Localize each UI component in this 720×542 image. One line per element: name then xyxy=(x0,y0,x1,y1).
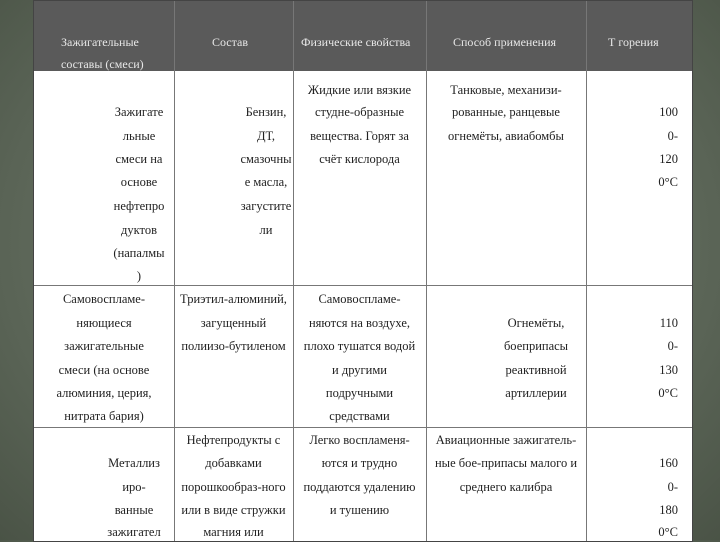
table-header xyxy=(34,1,692,71)
row2-name: алюминия, церия, xyxy=(56,386,152,400)
row2-composition: полиизо-бутиленом xyxy=(181,339,286,353)
row1-properties: студне-образные xyxy=(314,105,405,119)
header-col-name: Зажигательные xyxy=(61,35,139,49)
row1-composition: ли xyxy=(259,223,273,237)
row1-properties: Жидкие или вязкие xyxy=(307,83,412,97)
row1-temp: 0- xyxy=(667,129,678,143)
row3-name: Металлиз xyxy=(108,456,160,470)
row2-temp: 110 xyxy=(659,316,678,330)
row2-properties: подручными xyxy=(325,386,394,400)
row1-temp: 120 xyxy=(659,152,678,166)
row2-name: нитрата бария) xyxy=(64,409,144,423)
grid-line xyxy=(586,1,587,541)
row3-temp: 0- xyxy=(667,480,678,494)
row1-name: ) xyxy=(136,269,142,283)
row3-composition: порошкообраз-ного xyxy=(181,480,286,494)
row3-usage: Авиационные зажигатель- xyxy=(435,433,577,447)
row1-name: основе xyxy=(120,175,158,189)
row2-temp: 0°С xyxy=(658,386,678,400)
row2-properties: няются на воздухе, xyxy=(308,316,410,330)
row2-properties: плохо тушатся водой xyxy=(303,339,416,353)
row1-name: льные xyxy=(122,129,156,143)
row1-name: Зажигате xyxy=(114,105,164,119)
header-col-name-2: составы (смеси) xyxy=(61,57,144,71)
row3-properties: ются и трудно xyxy=(321,456,398,470)
row1-name: нефтепро xyxy=(113,199,165,213)
row2-usage: Огнемёты, xyxy=(507,316,565,330)
row2-temp: 0- xyxy=(667,339,678,353)
row2-properties: и другими xyxy=(332,363,387,377)
row1-composition: е масла, xyxy=(244,175,288,189)
row1-temp: 100 xyxy=(659,105,678,119)
row1-properties: счёт кислорода xyxy=(319,152,400,166)
row2-name: Самовоспламе- xyxy=(62,292,146,306)
row3-usage: ные бое-припасы малого и xyxy=(434,456,578,470)
document-table xyxy=(33,0,693,542)
row3-temp: 180 xyxy=(659,503,678,517)
row3-name: иро- xyxy=(122,480,146,494)
row1-temp: 0°С xyxy=(658,175,678,189)
row3-composition: Нефтепродукты с xyxy=(186,433,281,447)
row1-usage: Танковые, механизи- xyxy=(450,83,562,97)
row2-properties: Самовоспламе- xyxy=(318,292,401,306)
row2-name: смеси (на основе xyxy=(58,363,150,377)
row3-temp: 160 xyxy=(659,456,678,470)
row2-composition: загущенный xyxy=(200,316,267,330)
row3-composition: магния или xyxy=(203,525,264,539)
row2-usage: боеприпасы xyxy=(503,339,569,353)
header-col-temp: Т горения xyxy=(608,35,659,49)
row3-composition: добавками xyxy=(205,456,262,470)
row1-usage: рованные, ранцевые xyxy=(452,105,560,119)
row1-composition: Бензин, xyxy=(245,105,287,119)
row1-usage: огнемёты, авиабомбы xyxy=(448,129,564,143)
header-col-usage: Способ применения xyxy=(453,35,557,49)
header-col-properties: Физические свойства xyxy=(301,35,411,49)
row3-name: ванные xyxy=(114,503,154,517)
grid-line xyxy=(34,427,692,428)
row3-properties: Легко воспламеня- xyxy=(309,433,410,447)
row1-composition: загустите xyxy=(240,199,292,213)
row2-temp: 130 xyxy=(659,363,678,377)
row3-temp: 0°С xyxy=(658,525,678,539)
row1-composition: смазочны xyxy=(240,152,292,166)
row3-usage: среднего калибра xyxy=(459,480,553,494)
row3-properties: и тушению xyxy=(329,503,390,517)
row1-name: смеси на xyxy=(115,152,163,166)
grid-line xyxy=(34,285,692,286)
row2-usage: артиллерии xyxy=(505,386,567,400)
row2-name: зажигательные xyxy=(64,339,144,353)
row1-name: дуктов xyxy=(121,223,157,237)
row2-name: няющиеся xyxy=(76,316,132,330)
row3-name: зажигател xyxy=(107,525,161,539)
header-col-composition: Состав xyxy=(212,35,249,49)
row1-properties: вещества. Горят за xyxy=(310,129,409,143)
row3-properties: поддаются удалению xyxy=(303,480,416,494)
row2-usage: реактивной xyxy=(505,363,567,377)
row1-composition: ДТ, xyxy=(256,129,276,143)
row1-name: (напалмы xyxy=(113,246,165,260)
row2-composition: Триэтил-алюминий, xyxy=(180,292,287,306)
row2-properties: средствами xyxy=(329,409,390,423)
row3-composition: или в виде стружки xyxy=(181,503,286,517)
